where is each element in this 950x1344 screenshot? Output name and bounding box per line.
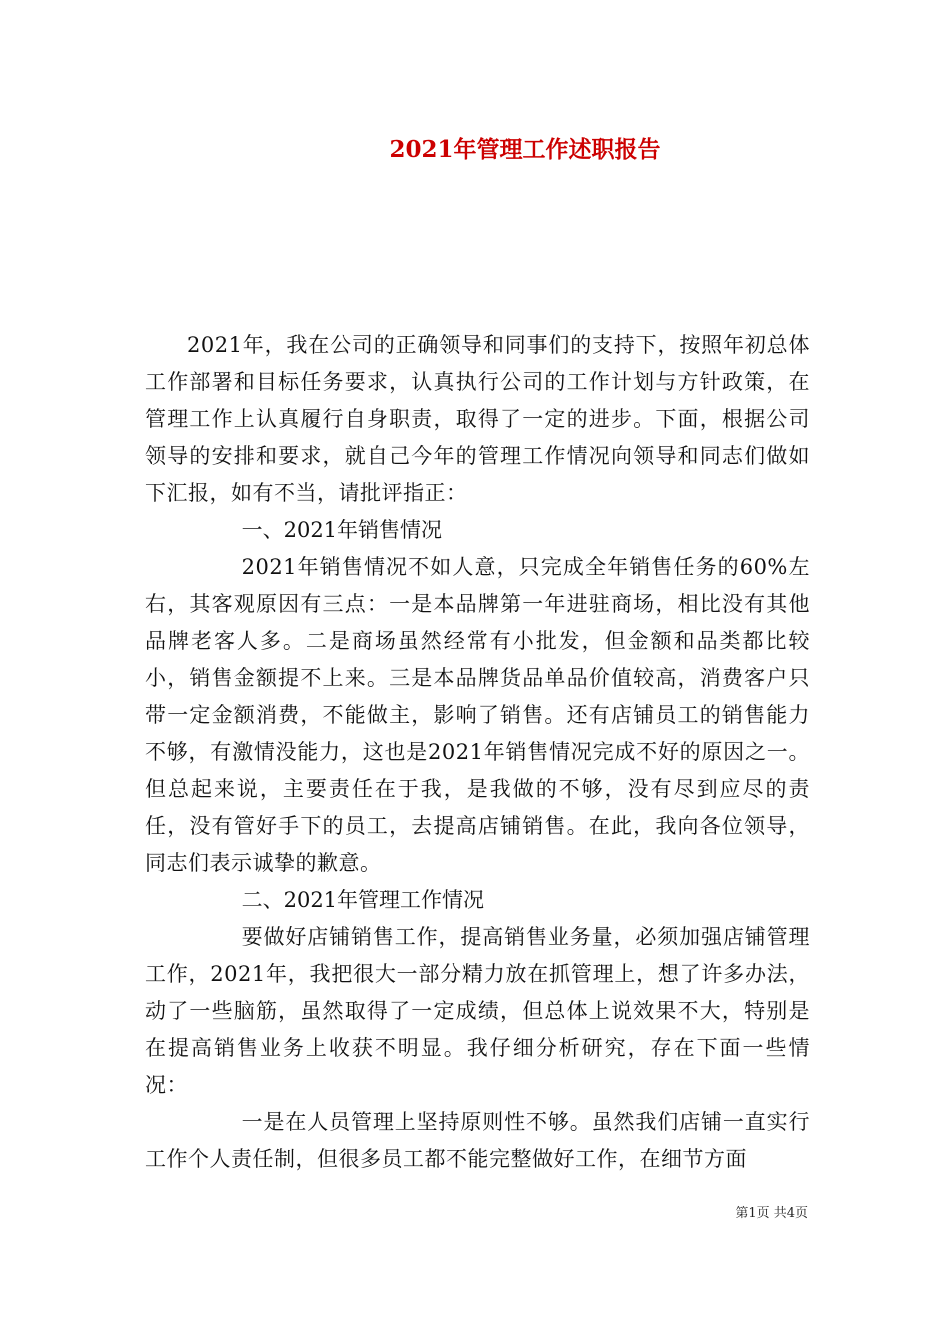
page-number-footer: 第1页 共4页	[735, 1206, 808, 1221]
section-heading-sales: 一、2021年销售情况	[241, 518, 443, 542]
personnel-paragraph: 一是在人员管理上坚持原则性不够。虽然我们店铺一直实行工作个人责任制，但很多员工都不能完整做好工作，在细节方面	[145, 1110, 810, 1171]
sales-paragraph: 2021年销售情况不如人意，只完成全年销售任务的60%左右，其客观原因有三点：一是本品牌第一年进驻商场，相比没有其他品牌老客人多。二是商场虽然经常有小批发，但金额和品类都比较小，销售金额提不上来。三是本品牌货品单品价值较高，消费客户只带一定金额消费，不能做主，影响了销售。还有店铺员工的销售能力不够，有激情没能力，这也是2021年销售情况完成不好的原因之一。但总起来说，主要责任在于我，是我做的不够，没有尽到应尽的责任，没有管好手下的员工，去提高店铺销售。在此，我向各位领导，同志们表示诚挚的歉意。	[145, 555, 810, 875]
page-title: 2021年管理工作述职报告	[389, 136, 661, 163]
document-body	[145, 327, 810, 1178]
section-heading-management: 二、2021年管理工作情况	[241, 888, 485, 912]
management-paragraph: 要做好店铺销售工作，提高销售业务量，必须加强店铺管理工作，2021年，我把很大一部分精力放在抓管理上，想了许多办法，动了一些脑筋，虽然取得了一定成绩，但总体上说效果不大，特别是在提高销售业务上收获不明显。我仔细分析研究，存在下面一些情况：	[145, 925, 810, 1097]
intro-paragraph: 2021年，我在公司的正确领导和同事们的支持下，按照年初总体工作部署和目标任务要求，认真执行公司的工作计划与方针政策，在管理工作上认真履行自身职责，取得了一定的进步。下面，根据公司领导的安排和要求，就自己今年的管理工作情况向领导和同志们做如下汇报，如有不当，请批评指正：	[145, 333, 810, 505]
